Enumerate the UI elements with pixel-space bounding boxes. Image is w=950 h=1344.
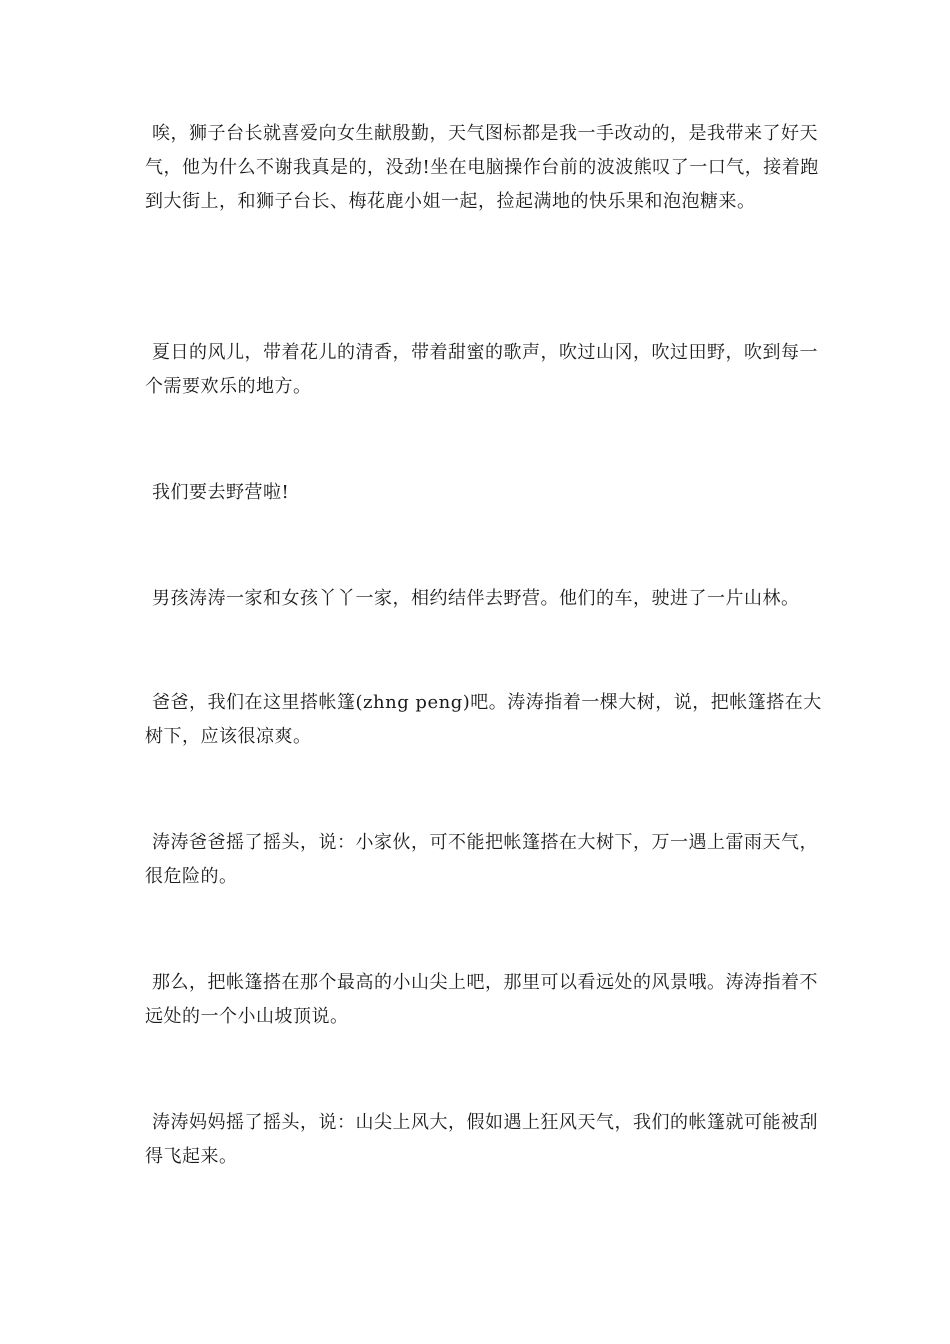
paragraph-5: [145, 686, 825, 754]
paragraph-2: [145, 336, 825, 404]
paragraph-1: [145, 117, 825, 219]
paragraph-text: 爸爸，我们在这里搭帐篷(zhng peng)吧。涛涛指着一棵大树，说，把帐篷搭在大树下，应该很凉爽。: [145, 692, 822, 747]
paragraph-text: 那么，把帐篷搭在那个最高的小山尖上吧，那里可以看远处的风景哦。涛涛指着不远处的一个小山坡顶说。: [145, 972, 818, 1027]
paragraph-4: [145, 582, 825, 616]
paragraph-text: 我们要去野营啦!: [152, 482, 290, 503]
paragraph-text: 男孩涛涛一家和女孩丫丫一家，相约结伴去野营。他们的车，驶进了一片山林。: [152, 588, 800, 609]
paragraph-text: 涛涛爸爸摇了摇头，说：小家伙，可不能把帐篷搭在大树下，万一遇上雷雨天气，很危险的。: [145, 832, 818, 887]
paragraph-7: [145, 966, 825, 1034]
paragraph-text: 夏日的风儿，带着花儿的清香，带着甜蜜的歌声，吹过山冈，吹过田野，吹到每一个需要欢乐的地方。: [145, 342, 818, 397]
paragraph-text: 唉，狮子台长就喜爱向女生献殷勤，天气图标都是我一手改动的，是我带来了好天气，他为什么不谢我真是的，没劲!坐在电脑操作台前的波波熊叹了一口气，接着跑到大街上，和狮子台长、梅花鹿小姐一起，捡起满地的快乐果和泡泡糖来。: [145, 123, 819, 212]
paragraph-3: [145, 476, 825, 510]
paragraph-8: [145, 1106, 825, 1174]
paragraph-text: 涛涛妈妈摇了摇头，说：山尖上风大，假如遇上狂风天气，我们的帐篷就可能被刮得飞起来。: [145, 1112, 818, 1167]
paragraph-6: [145, 826, 825, 894]
